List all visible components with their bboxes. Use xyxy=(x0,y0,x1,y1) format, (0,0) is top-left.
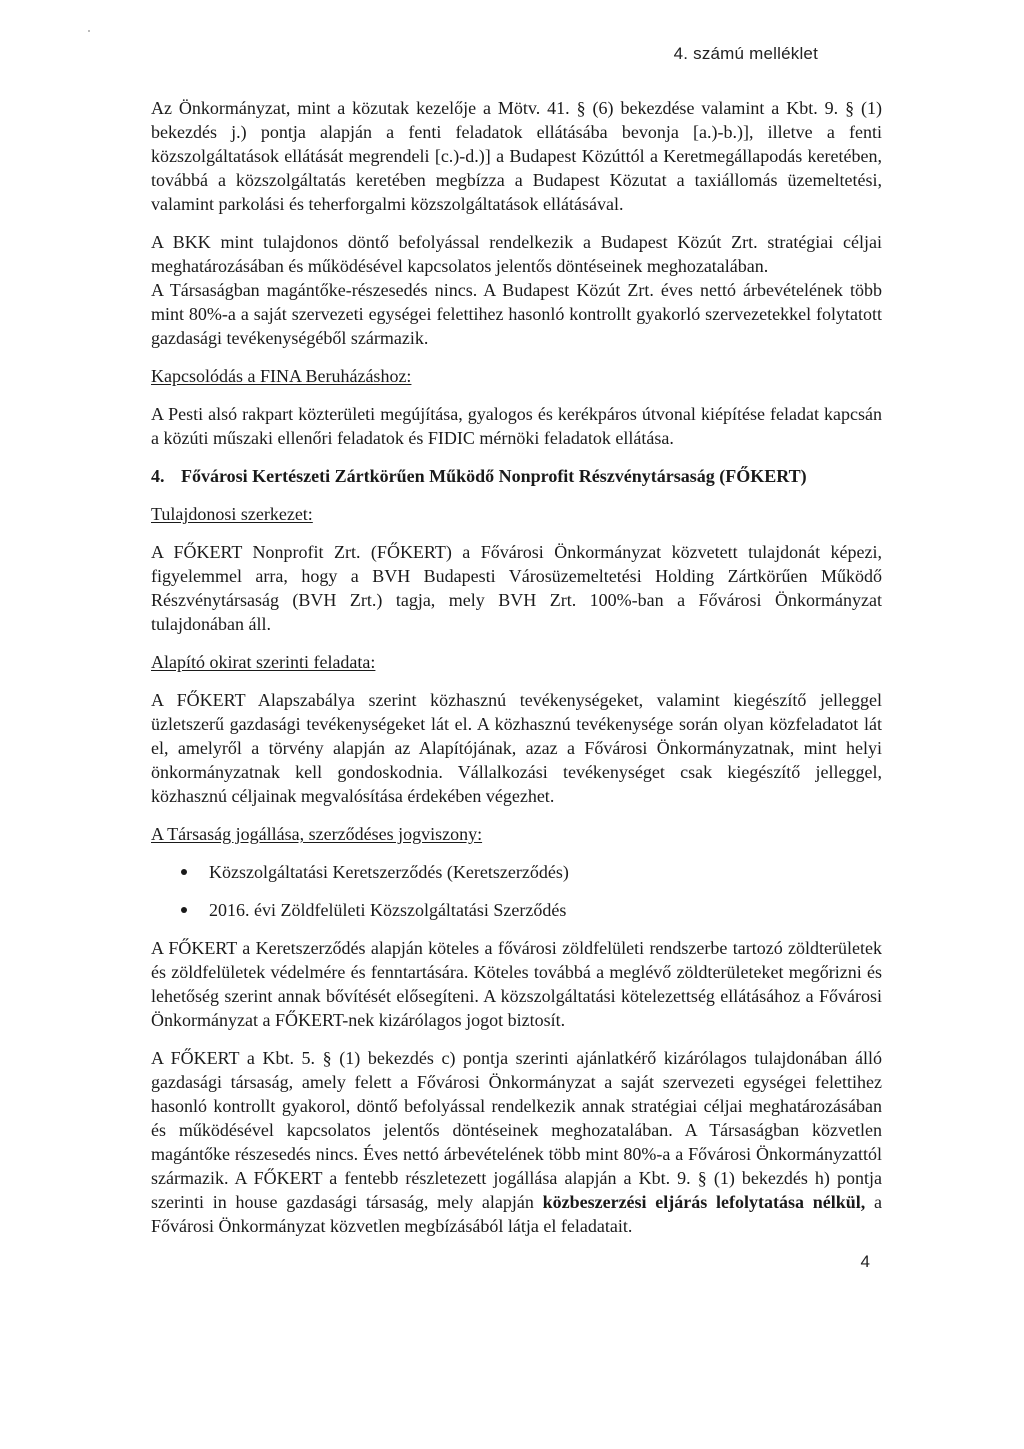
paragraph-fina: A Pesti alsó rakpart közterületi megújítása, gyalogos és kerékpáros útvonal kiépítése feladat kapcsán a közúti műszaki ellenőri feladatok és FIDIC mérnöki feladatok ellátása. xyxy=(151,404,882,448)
paragraph-ownership: A FŐKERT Nonprofit Zrt. (FŐKERT) a Fővárosi Önkormányzat közvetett tulajdonát képezi, figyelemmel arra, hogy a BVH Budapesti Városüzemeltetési Holding Zártkörűen Működő Részvénytársaság (BVH Zrt.) tagja, mely BVH Zrt. 100%-ban a Fővárosi Önkormányzat tulajdonában áll. xyxy=(151,542,882,634)
paragraph-obligations: A FŐKERT a Keretszerződés alapján köteles a fővárosi zöldfelületi rendszerbe tartozó zöldterületek és zöldfelületek védelmére és fenntartására. Köteles továbbá a meglévő zöldterületeket megőrizni és lehetőség szerint annak bővítését elősegíteni. A közszolgáltatási kötelezettség ellátásához a Fővárosi Önkormányzat a FŐKERT-nek kizárólagos jogot biztosít. xyxy=(151,938,882,1030)
paragraph-mandate: Az Önkormányzat, mint a közutak kezelője a Mötv. 41. § (6) bekezdése valamint a Kbt. 9. § (1) bekezdés j.) pontja alapján a fenti feladatok ellátásába bevonja [a.)-b.)], illetve a fenti közszolgáltatások ellátását megrendeli [c.)-d.)] a Budapest Közúttól a Keretmegállapodás keretében, továbbá a közszolgáltatás keretében megbízza a Budapest Közutat a taxiállomás üzemeltetési, valamint parkolási és teherforgalmi közszolgáltatások ellátásával. xyxy=(151,98,882,214)
paragraph-in-house: A FŐKERT a Kbt. 5. § (1) bekezdés c) pontja szerinti ajánlatkérő kizárólagos tulajdonában álló gazdasági társaság, amely felett a Fővárosi Önkormányzat a saját szervezeti egységei felettihez hasonló kontrollt gyakorol, döntő befolyással rendelkezik annak stratégiai céljai meghatározásában és működésével kapcsolatos jelentős döntéseinek meghozatalában. A Társaságban közvetlen magántőke részesedés nincs. Éves nettó árbevételének több mint 80%-a a Fővárosi Önkormányzattól származik. A FŐKERT a fentebb részletezett jogállása alapján a Kbt. 9. § (1) bekezdés h) pontja szerinti in house gazdasági társaság, mely alapján közbeszerzési eljárás lefolytatása nélkül, a Fővárosi Önkormányzat közvetlen megbízásából látja el feladatait. xyxy=(151,1048,882,1236)
annex-label: 4. számú melléklet xyxy=(673,44,818,63)
document-body xyxy=(151,96,882,1252)
section-4-title xyxy=(151,464,882,488)
heading-fina: Kapcsolódás a FINA Beruházáshoz: xyxy=(151,366,412,386)
scan-speck xyxy=(88,30,90,32)
list-item: 2016. évi Zöldfelületi Közszolgáltatási Szerződés xyxy=(151,898,882,922)
list-item: Közszolgáltatási Keretszerződés (Keretszerződés) xyxy=(151,860,882,884)
heading-legal-status: A Társaság jogállása, szerződéses jogviszony: xyxy=(151,824,483,844)
bold-phrase: közbeszerzési eljárás lefolytatása nélkül, xyxy=(542,1192,866,1212)
heading-founding-task: Alapító okirat szerinti feladata: xyxy=(151,652,376,672)
heading-ownership: Tulajdonosi szerkezet: xyxy=(151,504,313,524)
paragraph-private-equity: A Társaságban magántőke-részesedés nincs. A Budapest Közút Zrt. éves nettó árbevételének több mint 80%-a a saját szervezeti egységei felettihez hasonló kontrollt gyakorló szervezetekkel folytatott gazdasági tevékenységéből származik. xyxy=(151,280,882,348)
section-number: 4. xyxy=(151,466,165,486)
bullet-icon xyxy=(181,907,187,913)
page-number: 4 xyxy=(860,1252,870,1271)
paragraph-bkk-control: A BKK mint tulajdonos döntő befolyással rendelkezik a Budapest Közút Zrt. stratégiai céljai meghatározásában és működésével kapcsolatos jelentős döntéseinek meghozatalában. xyxy=(151,232,882,276)
bullet-icon xyxy=(181,869,187,875)
contract-list xyxy=(151,860,882,922)
paragraph-founding-task: A FŐKERT Alapszabálya szerint közhasznú tevékenységeket, valamint kiegészítő jelleggel üzletszerű gazdasági tevékenységeket lát el. A közhasznú tevékenysége során olyan közfeladatot lát el, amelyről a törvény alapján az Alapítójának, azaz a Fővárosi Önkormányzatnak, mint helyi önkormányzatnak kell gondoskodnia. Vállalkozási tevékenységet csak kiegészítő jelleggel, közhasznú céljainak megvalósítása érdekében végezhet. xyxy=(151,690,882,806)
section-name: Fővárosi Kertészeti Zártkörűen Működő Nonprofit Részvénytársaság (FŐKERT) xyxy=(181,466,807,486)
